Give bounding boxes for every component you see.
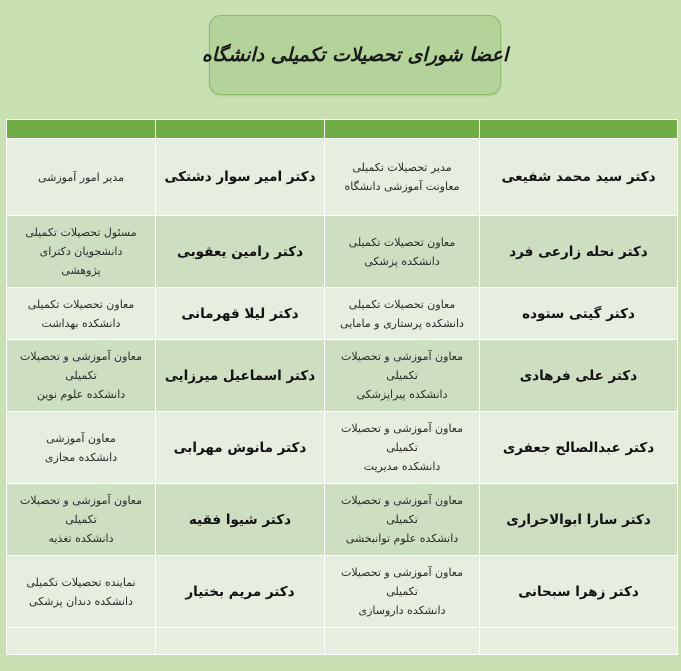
member-role-cell xyxy=(325,556,480,628)
member-name-cell: دکتر عبدالصالح جعفری xyxy=(480,412,678,484)
member-role-line: معاونت آموزشی دانشگاه xyxy=(344,180,460,193)
member-role-line: معاون آموزشی و تحصیلات xyxy=(340,566,463,579)
member-role-cell xyxy=(7,216,156,288)
member-role-cell xyxy=(325,139,480,216)
empty-cell xyxy=(156,628,325,655)
member-role-line: معاون آموزشی xyxy=(46,431,116,445)
member-name-cell: دکتر امیر سوار دشتکی xyxy=(156,139,325,216)
member-role-line: معاون آموزشی و تحصیلات xyxy=(19,494,142,507)
table-row xyxy=(7,484,678,556)
member-role-line: دانشکده بهداشت xyxy=(41,316,121,330)
member-role-line: تکمیلی xyxy=(386,369,418,382)
member-role-line: دانشجویان دکترای xyxy=(39,245,123,258)
member-name-cell: دکتر مانوش مهرابی xyxy=(156,412,325,484)
table-row xyxy=(7,139,678,216)
page-title: اعضا شورای تحصیلات تکمیلی دانشگاه xyxy=(201,44,509,66)
council-table xyxy=(6,119,678,655)
member-role-line: معاون تحصیلات تکمیلی xyxy=(348,297,456,311)
member-name-cell: دکتر سارا ابوالاحراری xyxy=(480,484,678,556)
empty-cell xyxy=(7,628,156,655)
header-band-cell xyxy=(480,120,678,139)
member-role-cell xyxy=(7,484,156,556)
council-table-body xyxy=(7,120,678,655)
title-box xyxy=(201,15,509,95)
member-role-line: معاون تحصیلات تکمیلی xyxy=(348,235,456,249)
header-band-cell xyxy=(156,120,325,139)
member-role-line: معاون تحصیلات تکمیلی xyxy=(27,297,135,311)
member-role-line: دانشکده پیراپزشکی xyxy=(356,388,448,401)
member-role-line: مدیر امور آموزشی xyxy=(37,170,125,184)
member-role-cell xyxy=(7,288,156,340)
table-row xyxy=(7,556,678,628)
member-role-line: تکمیلی xyxy=(386,513,418,526)
table-row xyxy=(7,340,678,412)
empty-cell xyxy=(325,628,480,655)
member-role-line: تکمیلی xyxy=(386,585,418,598)
member-role-line: دانشکده دندان پزشکی xyxy=(29,594,133,608)
member-role-cell xyxy=(325,288,480,340)
member-role-line: معاون آموزشی و تحصیلات xyxy=(340,422,463,435)
member-name-cell: دکتر شیوا فقیه xyxy=(156,484,325,556)
member-role-cell xyxy=(7,340,156,412)
member-role-line: مسئول تحصیلات تکمیلی xyxy=(25,226,137,239)
member-role-line: پژوهشی xyxy=(61,264,101,277)
member-role-line: نماینده تحصیلات تکمیلی xyxy=(26,575,136,589)
table-row xyxy=(7,216,678,288)
header-band-cell xyxy=(325,120,480,139)
member-role-line: دانشکده مدیریت xyxy=(363,460,441,473)
table-header-band xyxy=(7,120,678,139)
member-name-cell: دکتر زهرا سبحانی xyxy=(480,556,678,628)
member-name-cell: دکتر اسماعیل میرزایی xyxy=(156,340,325,412)
member-role-line: معاون آموزشی و تحصیلات xyxy=(340,350,463,363)
member-role-cell xyxy=(325,340,480,412)
member-role-cell xyxy=(7,139,156,216)
member-role-line: دانشکده مجازی xyxy=(44,450,118,464)
member-role-cell xyxy=(325,484,480,556)
member-role-line: معاون آموزشی و تحصیلات xyxy=(19,350,142,363)
member-role-line: معاون آموزشی و تحصیلات xyxy=(340,494,463,507)
header-band-cell xyxy=(7,120,156,139)
council-table-wrap xyxy=(6,119,677,654)
member-name-cell: دکتر مریم بختیار xyxy=(156,556,325,628)
member-role-line: دانشکده تغذیه xyxy=(48,532,114,545)
member-name-cell: دکتر لیلا قهرمانی xyxy=(156,288,325,340)
member-name-cell: دکتر رامین یعقوبی xyxy=(156,216,325,288)
member-role-line: دانشکده داروسازی xyxy=(358,604,446,617)
member-name-cell: دکتر علی فرهادی xyxy=(480,340,678,412)
member-role-cell xyxy=(325,412,480,484)
member-role-cell xyxy=(7,556,156,628)
member-role-line: تکمیلی xyxy=(65,513,97,526)
member-role-cell xyxy=(7,412,156,484)
member-role-cell xyxy=(325,216,480,288)
table-row xyxy=(7,288,678,340)
table-empty-row xyxy=(7,628,678,655)
member-name-cell: دکتر گیتی ستوده xyxy=(480,288,678,340)
member-role-line: تکمیلی xyxy=(386,441,418,454)
member-name-cell: دکتر سید محمد شفیعی xyxy=(480,139,678,216)
member-role-line: مدیر تحصیلات تکمیلی xyxy=(352,161,452,174)
member-role-line: تکمیلی xyxy=(65,369,97,382)
empty-cell xyxy=(480,628,678,655)
member-role-line: دانشکده پزشکی xyxy=(364,254,440,268)
member-role-line: دانشکده علوم نوین xyxy=(36,388,126,401)
table-row xyxy=(7,412,678,484)
member-role-line: دانشکده علوم توانبخشی xyxy=(345,532,459,545)
member-role-line: دانشکده پرستاری و مامایی xyxy=(340,316,464,330)
member-name-cell: دکتر نحله زارعی فرد xyxy=(480,216,678,288)
